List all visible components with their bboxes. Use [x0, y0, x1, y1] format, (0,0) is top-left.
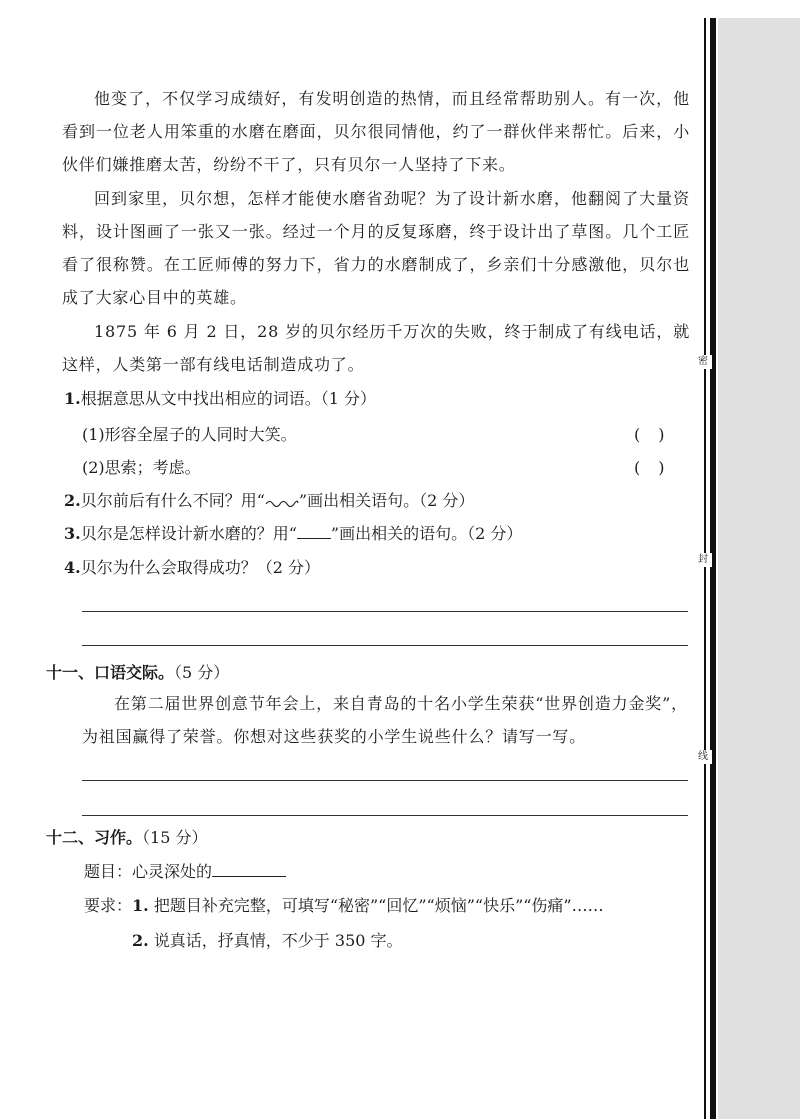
passage-paragraph-3: 1875 年 6 月 2 日，28 岁的贝尔经历千万次的失败，终于制成了有线电话，就这样，人类第一部有线电话制造成功了。: [62, 322, 690, 374]
question-3-prefix: 贝尔是怎样设计新水磨的？用“: [80, 524, 297, 543]
question-1: [64, 387, 376, 411]
requirement-1-text: 把题目补充完整，可填写“秘密”“回忆”“烦恼”“快乐”“伤痛”……: [153, 896, 604, 915]
binding-line-thick: [710, 18, 716, 1119]
section-11-body: 在第二届世界创意节年会上，来自青岛的十名小学生荣获“世界创造力金奖”，为祖国赢得了荣誉。你想对这些获奖的小学生说些什么？请写一写。: [82, 694, 688, 746]
question-2-prefix: 贝尔前后有什么不同？用“: [80, 491, 265, 510]
binding-char-feng: 封: [694, 553, 712, 567]
passage-paragraph-2: 回到家里，贝尔想，怎样才能使水磨省劲呢？为了设计新水磨，他翻阅了大量资料，设计图画了一张又一张。经过一个月的反复琢磨，终于设计出了草图。几个工匠看了很称赞。在工匠师傅的努力下，省力的水磨制成了，乡亲们十分感激他，贝尔也成了大家心目中的英雄。: [62, 189, 690, 307]
question-1-sub-2: (2)思索；考虑。: [82, 458, 201, 477]
answer-line-q4-2[interactable]: [82, 645, 688, 646]
section-11-title: 十一、口语交际。: [46, 663, 175, 682]
straight-underline-mark: [297, 524, 331, 539]
question-3-suffix: ”画出相关的语句。（2 分）: [330, 524, 523, 543]
question-4-number: 4.: [64, 558, 81, 577]
answer-paren-2[interactable]: (): [634, 458, 683, 477]
answer-paren-1[interactable]: (): [634, 425, 683, 444]
essay-title-blank[interactable]: [212, 860, 286, 877]
question-2-suffix: ”画出相关语句。（2 分）: [298, 491, 475, 510]
binding-char-xian: 线: [694, 750, 712, 764]
section-12-title: 十二、习作。: [46, 828, 143, 847]
binding-line-thin: [704, 18, 706, 1119]
binding-char-mi: 密: [694, 355, 712, 369]
section-11-score: （5 分）: [174, 663, 230, 682]
question-4-text: 贝尔为什么会取得成功？（2 分）: [80, 558, 320, 577]
requirement-2: [132, 929, 403, 953]
binding-strip: [718, 18, 800, 1119]
essay-title-label: 题目：心灵深处的: [84, 862, 213, 881]
requirement-1: [84, 894, 604, 918]
wavy-underline-mark: [265, 496, 299, 508]
question-2-number: 2.: [64, 491, 81, 510]
essay-title-line: [84, 860, 286, 884]
answer-line-s11-2[interactable]: [82, 815, 688, 816]
section-12-heading: [46, 826, 207, 850]
requirement-label: 要求：: [84, 896, 133, 915]
section-12-score: （15 分）: [142, 828, 208, 847]
question-3-number: 3.: [64, 524, 81, 543]
question-4: [64, 556, 320, 580]
answer-line-q4-1[interactable]: [82, 611, 688, 612]
question-3: [64, 522, 522, 546]
passage-paragraph-1: 他变了，不仅学习成绩好，有发明创造的热情，而且经常帮助别人。有一次，他看到一位老人用笨重的水磨在磨面，贝尔很同情他，约了一群伙伴来帮忙。后来，小伙伴们嫌推磨太苦，纷纷不干了，只有贝尔一人坚持了下来。: [62, 89, 690, 174]
question-1-number: 1.: [64, 389, 81, 408]
question-2: [64, 489, 474, 513]
answer-line-s11-1[interactable]: [82, 780, 688, 781]
section-11-heading: [46, 661, 229, 685]
question-1-text: 根据意思从文中找出相应的词语。（1 分）: [80, 389, 376, 408]
requirement-2-number: 2.: [132, 931, 149, 950]
requirement-2-text: 说真话，抒真情，不少于 350 字。: [153, 931, 403, 950]
requirement-1-number: 1.: [132, 896, 149, 915]
question-1-sub-1: (1)形容全屋子的人同时大笑。: [82, 425, 297, 444]
